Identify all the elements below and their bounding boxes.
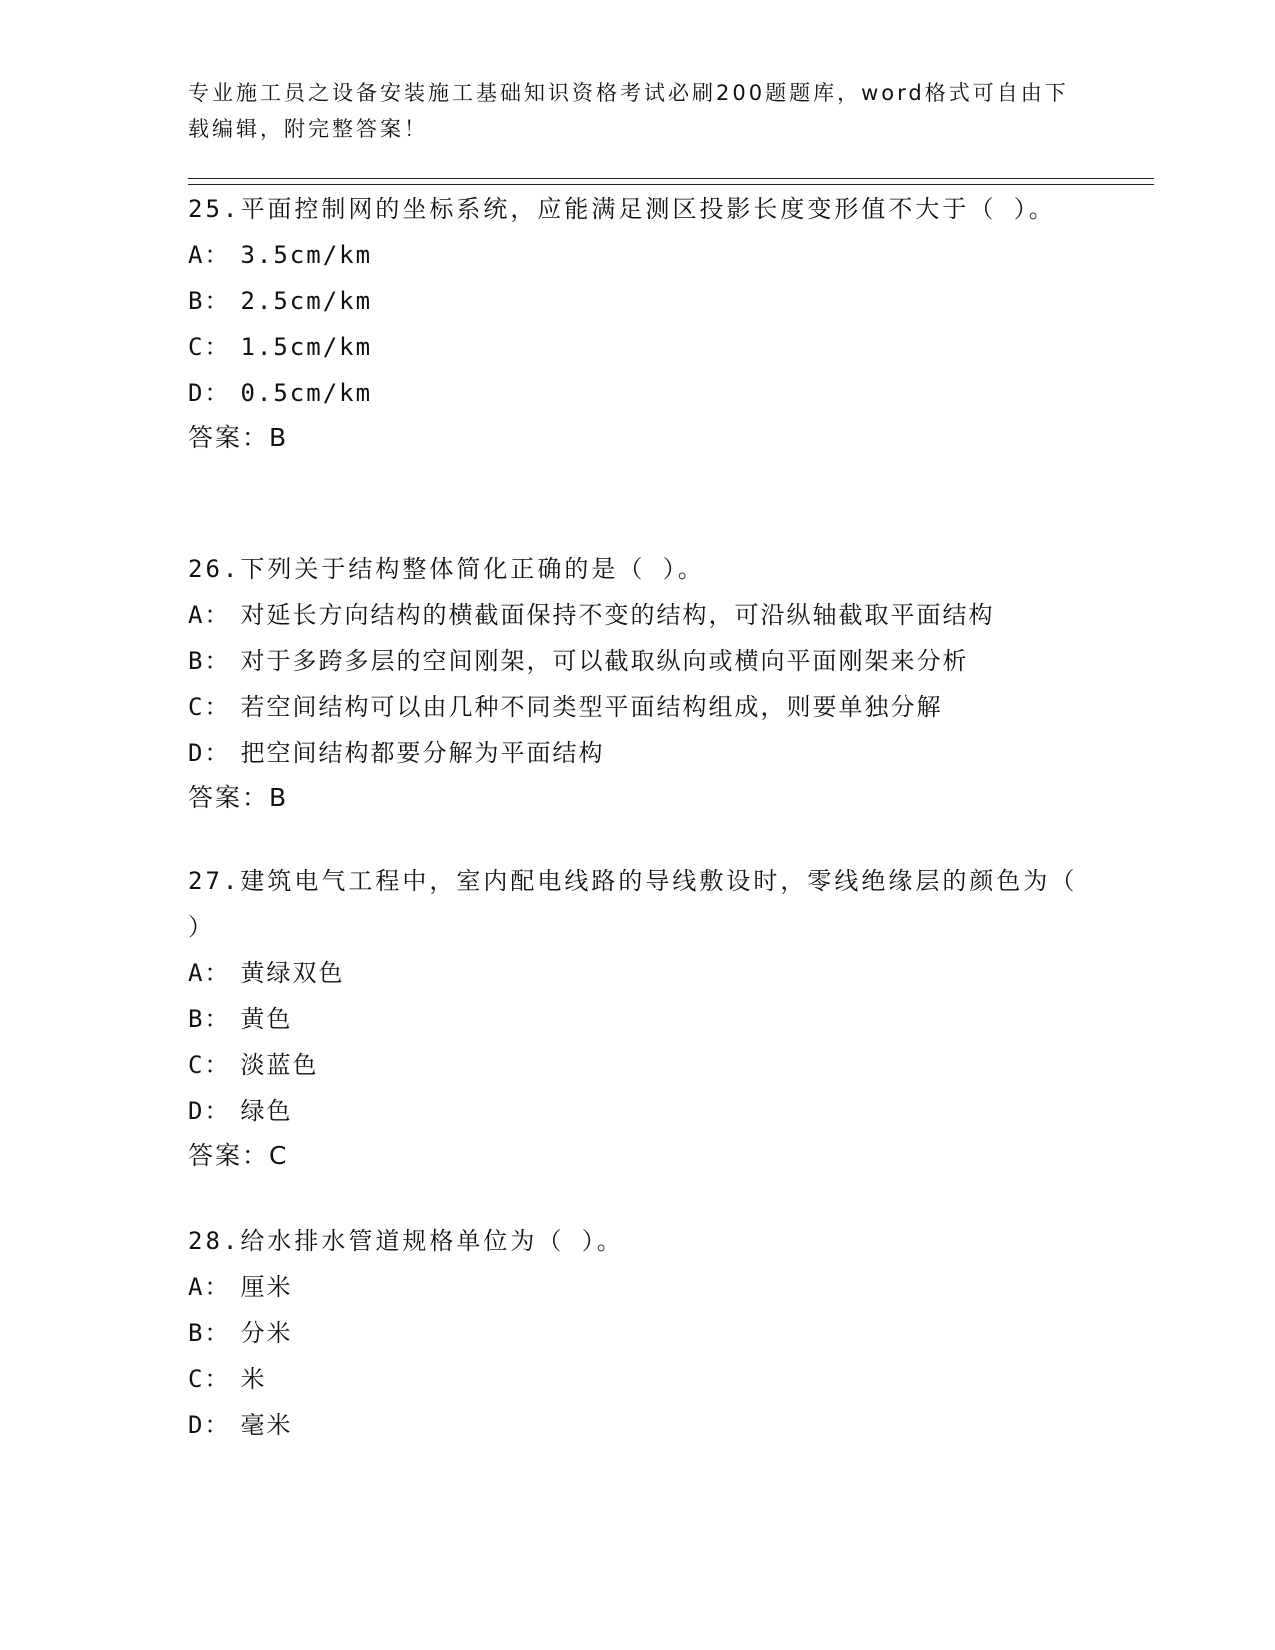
option-key: C： [188, 1365, 231, 1393]
option-key: D： [188, 739, 231, 767]
option-key: B： [188, 1319, 231, 1347]
option-text: 淡蓝色 [240, 1051, 319, 1079]
option-key: B： [188, 1005, 231, 1033]
option-text: 米 [240, 1365, 267, 1393]
option-b [188, 638, 1088, 684]
question-25 [188, 186, 1088, 460]
option-a [188, 592, 1088, 638]
question-stem: 26.下列关于结构整体简化正确的是（ ）。 [188, 555, 705, 583]
option-d [188, 1088, 1088, 1134]
option-key: D： [188, 379, 231, 407]
option-text: 0.5cm/km [240, 379, 373, 407]
answer-line: 答案：B [188, 783, 289, 812]
option-key: A： [188, 1273, 231, 1301]
option-text: 对延长方向结构的横截面保持不变的结构，可沿纵轴截取平面结构 [240, 601, 995, 629]
option-d [188, 730, 1088, 776]
header-divider-bottom [188, 184, 1154, 185]
question-28 [188, 1218, 1088, 1448]
option-text: 绿色 [240, 1097, 293, 1125]
option-key: A： [188, 241, 231, 269]
answer-line: 答案：C [188, 1141, 289, 1170]
answer-line: 答案：B [188, 423, 289, 452]
option-text: 3.5cm/km [240, 241, 373, 269]
option-a [188, 1264, 1088, 1310]
option-key: C： [188, 333, 231, 361]
option-key: D： [188, 1097, 231, 1125]
question-stem: 25.平面控制网的坐标系统，应能满足测区投影长度变形值不大于（ ）。 [188, 195, 1056, 223]
option-c [188, 1356, 1088, 1402]
question-26 [188, 546, 1088, 820]
option-text: 黄色 [240, 1005, 293, 1033]
option-key: B： [188, 647, 231, 675]
question-stem: 28.给水排水管道规格单位为（ ）。 [188, 1227, 624, 1255]
option-c [188, 324, 1088, 370]
option-b [188, 1310, 1088, 1356]
option-text: 把空间结构都要分解为平面结构 [240, 739, 605, 767]
option-text: 黄绿双色 [240, 959, 345, 987]
option-c [188, 1042, 1088, 1088]
option-text: 2.5cm/km [240, 287, 373, 315]
header-divider-top [188, 178, 1154, 179]
option-d [188, 370, 1088, 416]
option-b [188, 996, 1088, 1042]
option-key: B： [188, 287, 231, 315]
option-text: 厘米 [240, 1273, 293, 1301]
option-d [188, 1402, 1088, 1448]
option-a [188, 950, 1088, 996]
option-a [188, 232, 1088, 278]
document-header: 专业施工员之设备安装施工基础知识资格考试必刷200题题库，word格式可自由下载编辑，附完整答案！ [188, 81, 1069, 141]
option-key: D： [188, 1411, 231, 1439]
option-c [188, 684, 1088, 730]
option-text: 若空间结构可以由几种不同类型平面结构组成，则要单独分解 [240, 693, 943, 721]
option-text: 1.5cm/km [240, 333, 373, 361]
option-text: 分米 [240, 1319, 293, 1347]
option-key: A： [188, 601, 231, 629]
option-key: C： [188, 1051, 231, 1079]
question-stem: 27.建筑电气工程中，室内配电线路的导线敷设时，零线绝缘层的颜色为（ ） [188, 867, 1078, 941]
option-key: A： [188, 959, 231, 987]
option-text: 毫米 [240, 1411, 293, 1439]
option-b [188, 278, 1088, 324]
question-27 [188, 858, 1088, 1178]
option-key: C： [188, 693, 231, 721]
option-text: 对于多跨多层的空间刚架，可以截取纵向或横向平面刚架来分析 [240, 647, 969, 675]
